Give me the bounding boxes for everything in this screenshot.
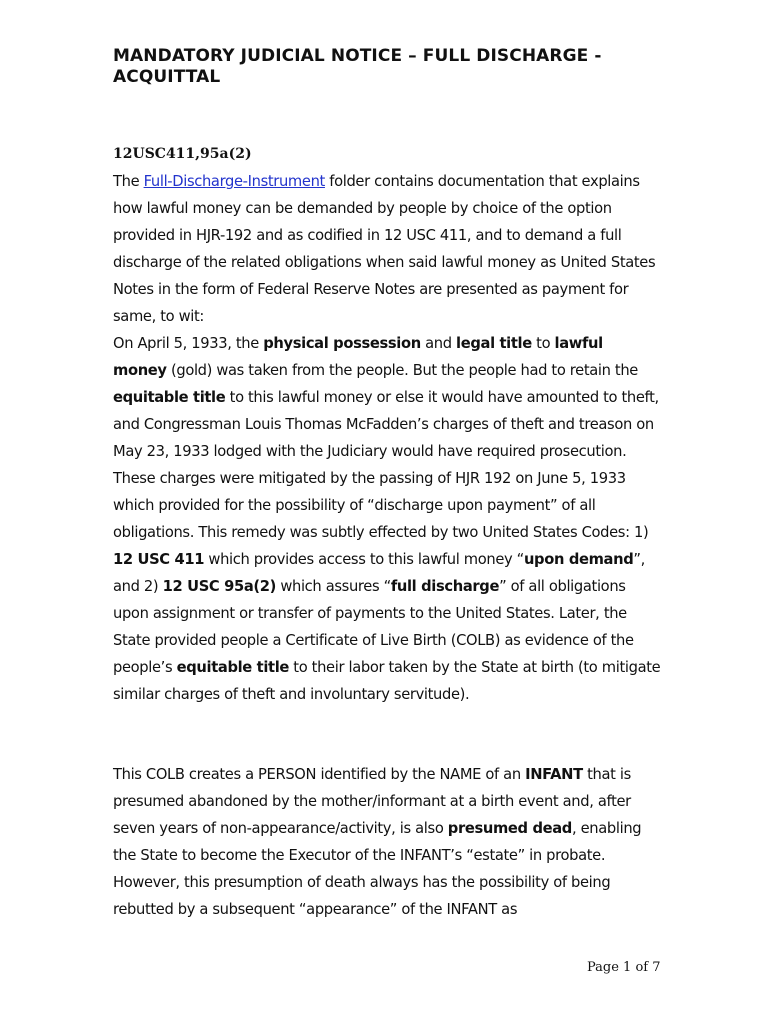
paragraph-2	[113, 761, 661, 923]
text-run: On April 5, 1933, the	[113, 335, 264, 352]
text-run: The	[113, 173, 144, 190]
bold-term: legal title	[456, 335, 532, 352]
text-run: to this lawful money or else it would have amounted to theft, and Congressman Louis Thomas McFadden’s charges of theft and treason on May 23, 1933 lodged with the Judiciary would have required prosecution. These charges were mitigated by the passing of HJR 192 on June 5, 1933 which provided for the possibility of “discharge upon payment” of all obligations. This remedy was subtly effected by two United States Codes: 1)	[113, 389, 659, 541]
text-run: ”, and 2)	[113, 551, 645, 595]
section-heading: 12USC411,95a(2)	[113, 146, 252, 162]
text-run: , enabling the State to become the Executor of the INFANT’s “estate” in probate. However, this presumption of death always has the possibility of being rebutted by a subsequent “appearance” of the INFANT as	[113, 820, 642, 918]
text-run: ” of all obligations upon assignment or transfer of payments to the United States. Later, the State provided people a Certificate of Live Birth (COLB) as evidence of the people’s	[113, 578, 634, 676]
bold-term: presumed dead	[447, 820, 572, 837]
text-run: to	[531, 335, 555, 352]
text-run: that is presumed abandoned by the mother/informant at a birth event and, after seven years of non-appearance/activity, is also	[113, 766, 631, 837]
bold-term: equitable title	[113, 389, 226, 406]
text-run: which provides access to this lawful money “	[204, 551, 524, 568]
bold-term: 12 USC 411	[113, 551, 205, 568]
bold-term: equitable title	[176, 659, 289, 676]
bold-term: 12 USC 95a(2)	[162, 578, 277, 595]
bold-term: lawful money	[113, 335, 603, 379]
text-run: to their labor taken by the State at birth (to mitigate similar charges of theft and involuntary servitude).	[113, 659, 661, 703]
page-number-footer: Page 1 of 7	[587, 960, 661, 975]
full-discharge-instrument-link[interactable]: Full-Discharge-Instrument	[143, 173, 325, 190]
paragraph-1	[113, 168, 661, 708]
text-run: and	[420, 335, 457, 352]
bold-term: upon demand	[523, 551, 634, 568]
bold-term: full discharge	[390, 578, 500, 595]
bold-term: physical possession	[263, 335, 421, 352]
text-run: (gold) was taken from the people. But the people had to retain the	[166, 362, 638, 379]
text-run: folder contains documentation that explains how lawful money can be demanded by people by choice of the option provided in HJR-192 and as codified in 12 USC 411, and to demand a full discharge of the related obligations when said lawful money as United States Notes in the form of Federal Reserve Notes are presented as payment for same, to wit:	[113, 173, 656, 325]
document-title: MANDATORY JUDICIAL NOTICE – FULL DISCHARGE - ACQUITTAL	[113, 46, 602, 87]
text-run: which assures “	[276, 578, 391, 595]
text-run: This COLB creates a PERSON identified by the NAME of an	[113, 766, 526, 783]
bold-term: INFANT	[525, 766, 583, 783]
